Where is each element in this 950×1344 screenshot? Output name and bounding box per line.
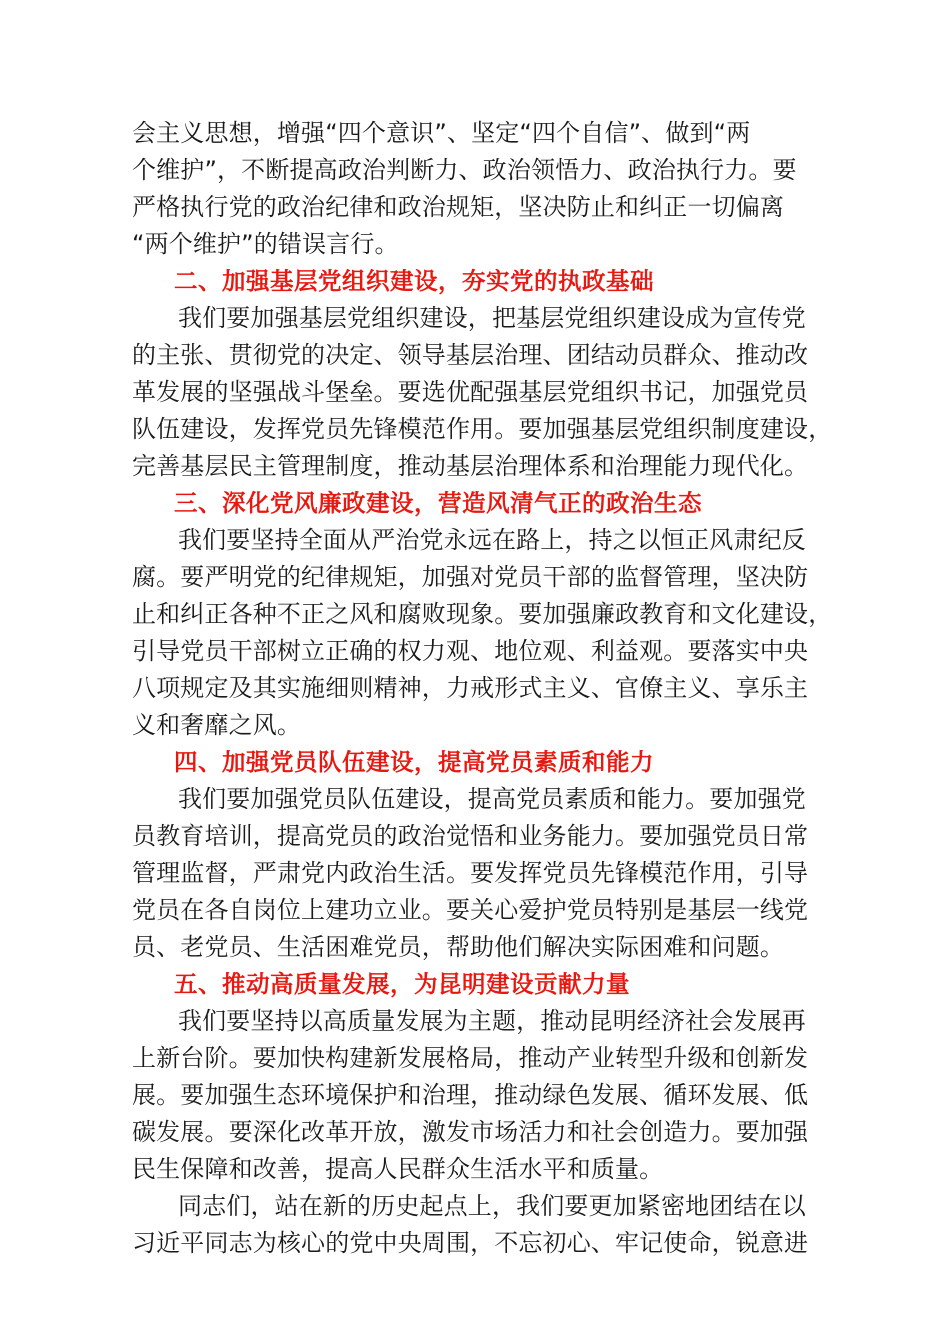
text-line: 队伍建设，发挥党员先锋模范作用。要加强基层党组织制度建设，	[132, 415, 833, 443]
text-line: 碳发展。要深化改革开放，激发市场活力和社会创造力。要加强	[132, 1118, 809, 1146]
text-line: 我们要坚持以高质量发展为主题，推动昆明经济社会发展再	[178, 1007, 806, 1035]
text-line: 的主张、贯彻党的决定、领导基层治理、团结动员群众、推动改	[132, 341, 809, 369]
section-2	[132, 263, 854, 485]
text-line: 管理监督，严肃党内政治生活。要发挥党员先锋模范作用，引导	[132, 859, 809, 887]
section-4	[132, 744, 854, 966]
text-line: 我们要坚持全面从严治党永远在路上，持之以恒正风肃纪反	[178, 526, 806, 554]
text-line: 义和奢靡之风。	[132, 711, 302, 739]
text-line: 上新台阶。要加快构建新发展格局，推动产业转型升级和创新发	[132, 1044, 809, 1072]
section-heading: 二、加强基层党组织建设，夯实党的执政基础	[174, 267, 654, 295]
text-line: 革发展的坚强战斗堡垒。要选优配强基层党组织书记，加强党员	[132, 378, 809, 406]
text-line: 我们要加强党员队伍建设，提高党员素质和能力。要加强党	[178, 785, 806, 813]
text-line: 同志们，站在新的历史起点上，我们要更加紧密地团结在以	[178, 1192, 806, 1220]
text-line: 员、老党员、生活困难党员，帮助他们解决实际困难和问题。	[132, 933, 785, 961]
text-line: 员教育培训，提高党员的政治觉悟和业务能力。要加强党员日常	[132, 822, 809, 850]
text-line: 腐。要严明党的纪律规矩，加强对党员干部的监督管理，坚决防	[132, 563, 809, 591]
text-line: 会主义思想，增强“四个意识”、坚定“四个自信”、做到“两	[132, 119, 751, 147]
text-line: 引导党员干部树立正确的权力观、地位观、利益观。要落实中央	[132, 637, 809, 665]
section-heading: 五、推动高质量发展，为昆明建设贡献力量	[174, 970, 630, 998]
section-heading: 四、加强党员队伍建设，提高党员素质和能力	[174, 748, 654, 776]
section-3	[132, 485, 854, 744]
closing-paragraph	[132, 1188, 854, 1262]
section-heading: 三、深化党风廉政建设，营造风清气正的政治生态	[174, 489, 702, 517]
text-line: 个维护”，不断提高政治判断力、政治领悟力、政治执行力。要	[132, 156, 797, 184]
section-5	[132, 966, 854, 1188]
text-line: 严格执行党的政治纪律和政治规矩，坚决防止和纠正一切偏离	[132, 193, 785, 221]
text-line: 八项规定及其实施细则精神，力戒形式主义、官僚主义、享乐主	[132, 674, 809, 702]
text-line: 民生保障和改善，提高人民群众生活水平和质量。	[132, 1155, 664, 1183]
text-line: 止和纠正各种不正之风和腐败现象。要加强廉政教育和文化建设，	[132, 600, 833, 628]
text-line: 展。要加强生态环境保护和治理，推动绿色发展、循环发展、低	[132, 1081, 809, 1109]
text-line: 习近平同志为核心的党中央周围，不忘初心、牢记使命，锐意进	[132, 1229, 809, 1257]
text-line: 党员在各自岗位上建功立业。要关心爱护党员特别是基层一线党	[132, 896, 809, 924]
document-page	[132, 115, 854, 1262]
intro-paragraph	[132, 115, 854, 263]
text-line: “两个维护”的错误言行。	[132, 230, 399, 258]
text-line: 完善基层民主管理制度，推动基层治理体系和治理能力现代化。	[132, 452, 809, 480]
text-line: 我们要加强基层党组织建设，把基层党组织建设成为宣传党	[178, 304, 806, 332]
